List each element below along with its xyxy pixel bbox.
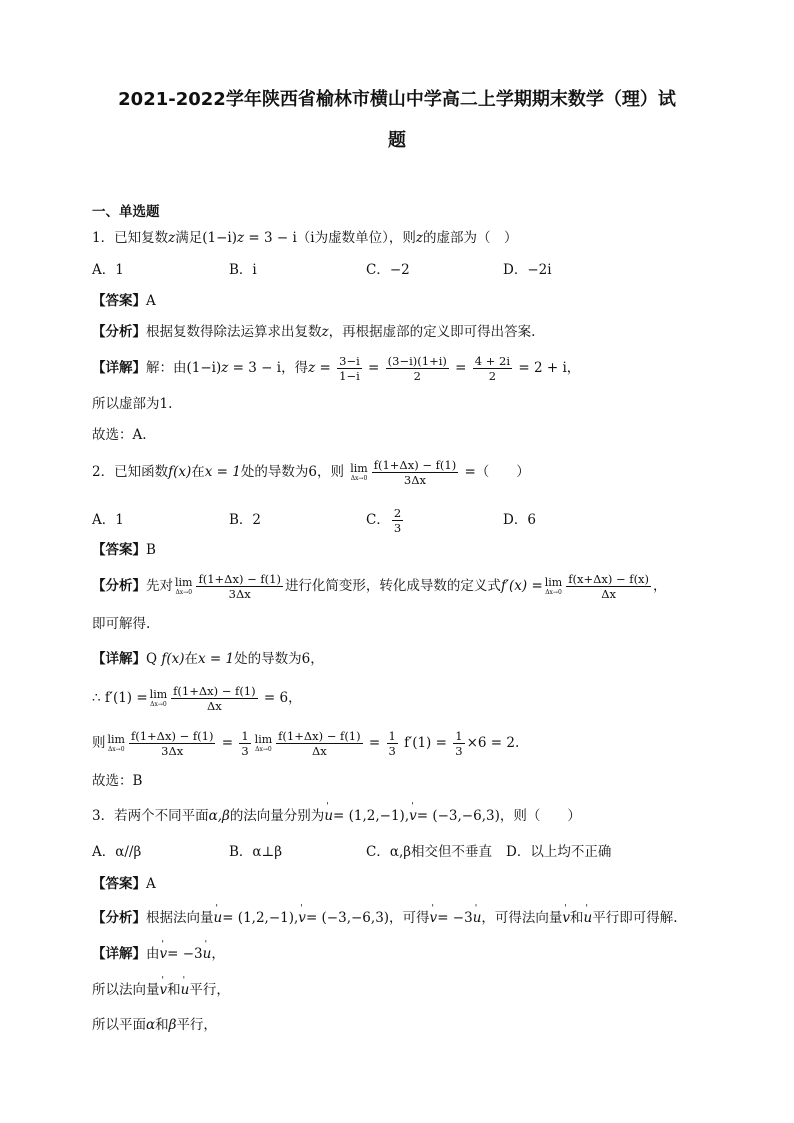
q2-option-a: A．1 [92,512,124,528]
q1-option-d: D．−2i [503,262,552,278]
q3-stem: 3．若两个不同平面α,β的法向量分别为' u= (1,2,−1),' v= (−3,−6,3)，则（ ） [92,808,581,824]
q3-option-a: A．α//β [92,844,142,860]
q3-options [92,844,611,860]
q3-option-c: C．α,β相交但不垂直 [366,844,493,860]
q3-option-d: D．以上均不正确 [506,844,612,860]
page-title: 2021-2022学年陕西省榆林市横山中学高二上学期期末数学（理）试 [118,89,676,110]
q1-option-a: A．1 [92,262,124,278]
q2-stem: 2．已知函数f(x)在x = 1处的导数为6，则 lim Δx→0 $\frac{f(1+\Delta x) - f(1)}{3\Delta x}$ =（ ） [92,458,530,487]
q2-answer: 【答案】B [92,542,156,558]
q2-detail: 【详解】Q f(x)在x = 1处的导数为6， [92,651,324,667]
q2-analysis: 【分析】先对 lim Δx→0 $\frac{f(1+\Delta x) - f(1)}{3\Delta x}$ 进行化简变形，转化成导数的定义式f′(x) = lim Δx→0 $\frac{f(x+\Delta x) - f(x)}{\Delta x}$ ， [92,572,667,601]
q1-option-b: B．i [229,262,257,278]
q3-analysis: 【分析】根据法向量' u= (1,2,−1),' v= (−3,−6,3)，可得' v= −3' u，可得法向量' v和' u平行即可得解. [92,910,678,926]
q3-option-b: B．α⊥β [229,844,283,860]
q3-detail: 【详解】由' v= −3' u， [92,946,225,962]
q1-detail: 【详解】解：由(1−i)z = 3 − i，得z = $\frac{3-i}{1-i}$ = $\frac{(3-i)(1+i)}{2}$ = $\frac{4 + 2i}{2}$ = 2 + i， [92,354,581,383]
q3-detail-line2: 所以法向量' v和' u平行， [92,982,230,998]
page-title-cont: 题 [388,130,406,151]
q2-option-c: C． $\frac{2}{3}$ [366,506,402,535]
q2-options [92,506,640,535]
q2-option-b: B．2 [229,512,262,528]
section-heading: 一、单选题 [92,204,160,220]
q2-compute-line: 则 lim Δx→0 $\frac{f(1+\Delta x) - f(1)}{3\Delta x}$ = $\frac{1}{3}$ lim Δx→0 $\frac{f(1+\Delta x) - f(1)}{\Delta x}$ = $\frac{1}{3}$ f′(1) = $\frac{1}{3}$ ×6 = 2. [92,729,520,758]
q1-stem: 1．已知复数z满足(1−i)z = 3 − i（i为虚数单位），则z的虚部为（ ） [92,230,518,246]
q1-analysis: 【分析】根据复数得除法运算求出复数z，再根据虚部的定义即可得出答案. [92,324,536,340]
q1-options [92,262,640,278]
q1-choice: 故选：A. [92,427,147,443]
q1-option-c: C．−2 [366,262,410,278]
q2-choice: 故选：B [92,773,143,789]
q3-detail-line3: 所以平面α和β平行， [92,1017,217,1033]
q3-answer: 【答案】A [92,876,156,892]
q1-answer: 【答案】A [92,293,156,309]
q1-conclusion: 所以虚部为1. [92,396,173,412]
q2-derivative-line: ∴ f′(1) = lim Δx→0 $\frac{f(1+\Delta x) - f(1)}{\Delta x}$ = 6， [92,684,302,713]
q2-analysis-cont: 即可解得. [92,616,151,632]
q2-option-d: D．6 [503,512,536,528]
